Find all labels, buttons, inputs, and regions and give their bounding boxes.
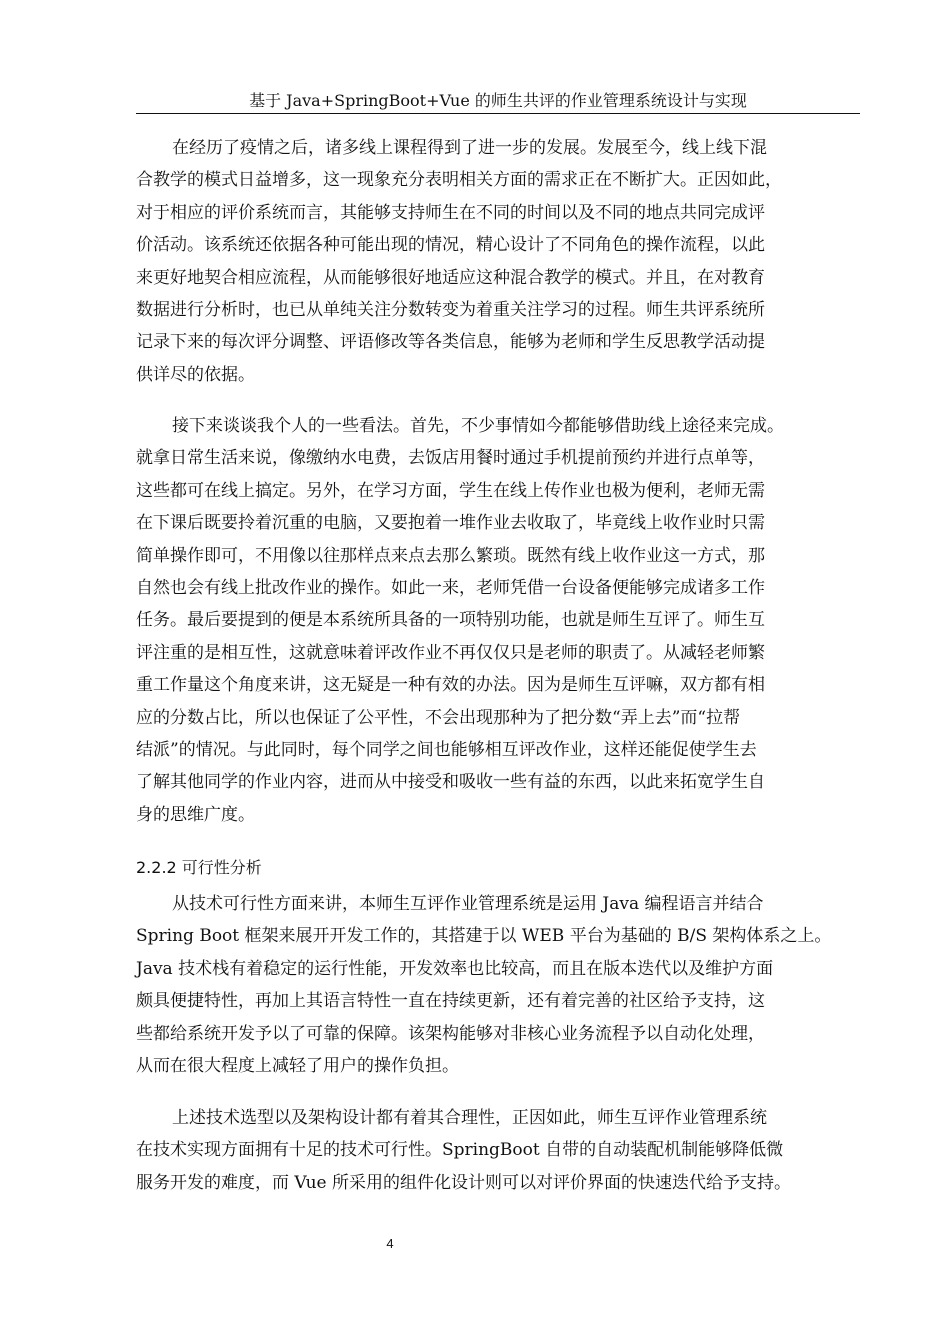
paragraph-4 <box>136 1102 860 1199</box>
text-line: 结派”的情况。与此同时，每个同学之间也能够相互评改作业，这样还能促使学生去 <box>136 739 757 760</box>
header-rule <box>136 113 860 114</box>
text-line: 在经历了疫情之后，诸多线上课程得到了进一步的发展。发展至今，线上线下混 <box>172 138 767 158</box>
text-line: 应的分数占比，所以也保证了公平性，不会出现那种为了把分数“弄上去”而“拉帮 <box>136 707 741 728</box>
paragraph-1 <box>136 132 860 391</box>
text-line: Spring Boot 框架来展开开发工作的，其搭建于以 WEB 平台为基础的 B/S 架构体系之上。 <box>136 926 832 947</box>
text-line: 这些都可在线上搞定。另外，在学习方面，学生在线上传作业也极为便利，老师无需 <box>136 480 765 501</box>
text-line: 合教学的模式日益增多，这一现象充分表明相关方面的需求正在不断扩大。正因如此， <box>136 170 782 191</box>
text-line: 在下课后既要拎着沉重的电脑，又要抱着一堆作业去收取了，毕竟线上收作业时只需 <box>136 513 765 534</box>
text-line: 些都给系统开发予以了可靠的保障。该架构能够对非核心业务流程予以自动化处理， <box>136 1023 765 1044</box>
section-heading: 2.2.2 可行性分析 <box>136 858 262 877</box>
text-line: Java 技术栈有着稳定的运行性能，开发效率也比较高，而且在版本迭代以及维护方面 <box>136 958 774 979</box>
text-line: 任务。最后要提到的便是本系统所具备的一项特别功能，也就是师生互评了。师生互 <box>136 610 765 631</box>
text-line: 评注重的是相互性，这就意味着评改作业不再仅仅只是老师的职责了。从减轻老师繁 <box>136 642 765 663</box>
text-line: 在技术实现方面拥有十足的技术可行性。SpringBoot 自带的自动装配机制能够降低微 <box>136 1140 784 1161</box>
text-line: 数据进行分析时，也已从单纯关注分数转变为着重关注学习的过程。师生共评系统所 <box>136 299 765 320</box>
text-line: 供详尽的依据。 <box>136 364 255 385</box>
page-number: 4 <box>386 1236 394 1251</box>
text-line: 价活动。该系统还依据各种可能出现的情况，精心设计了不同角色的操作流程，以此 <box>136 235 765 256</box>
text-line: 来更好地契合相应流程，从而能够很好地适应这种混合教学的模式。并且，在对教育 <box>136 267 765 288</box>
text-line: 从技术可行性方面来讲，本师生互评作业管理系统是运用 Java 编程语言并结合 <box>172 894 764 914</box>
paragraph-2 <box>136 410 860 831</box>
text-line: 自然也会有线上批改作业的操作。如此一来，老师凭借一台设备便能够完成诸多工作 <box>136 577 765 598</box>
running-header: 基于 Java+SpringBoot+Vue 的师生共评的作业管理系统设计与实现 <box>249 91 747 110</box>
text-line: 记录下来的每次评分调整、评语修改等各类信息，能够为老师和学生反思教学活动提 <box>136 332 765 353</box>
text-line: 重工作量这个角度来讲，这无疑是一种有效的办法。因为是师生互评嘛，双方都有相 <box>136 675 765 696</box>
text-line: 对于相应的评价系统而言，其能够支持师生在不同的时间以及不同的地点共同完成评 <box>136 202 765 223</box>
text-line: 身的思维广度。 <box>136 804 255 825</box>
text-line: 颇具便捷特性，再加上其语言特性一直在持续更新，还有着完善的社区给予支持，这 <box>136 991 765 1012</box>
text-line: 了解其他同学的作业内容，进而从中接受和吸收一些有益的东西，以此来拓宽学生自 <box>136 772 765 793</box>
text-line: 简单操作即可，不用像以往那样点来点去那么繁琐。既然有线上收作业这一方式，那 <box>136 545 765 566</box>
paragraph-3 <box>136 888 860 1082</box>
text-line: 接下来谈谈我个人的一些看法。首先，不少事情如今都能够借助线上途径来完成。 <box>172 416 784 436</box>
text-line: 就拿日常生活来说，像缴纳水电费，去饭店用餐时通过手机提前预约并进行点单等， <box>136 448 765 469</box>
text-line: 从而在很大程度上减轻了用户的操作负担。 <box>136 1055 459 1076</box>
text-line: 上述技术选型以及架构设计都有着其合理性，正因如此，师生互评作业管理系统 <box>172 1108 767 1128</box>
text-line: 服务开发的难度，而 Vue 所采用的组件化设计则可以对评价界面的快速迭代给予支持。 <box>136 1172 792 1193</box>
